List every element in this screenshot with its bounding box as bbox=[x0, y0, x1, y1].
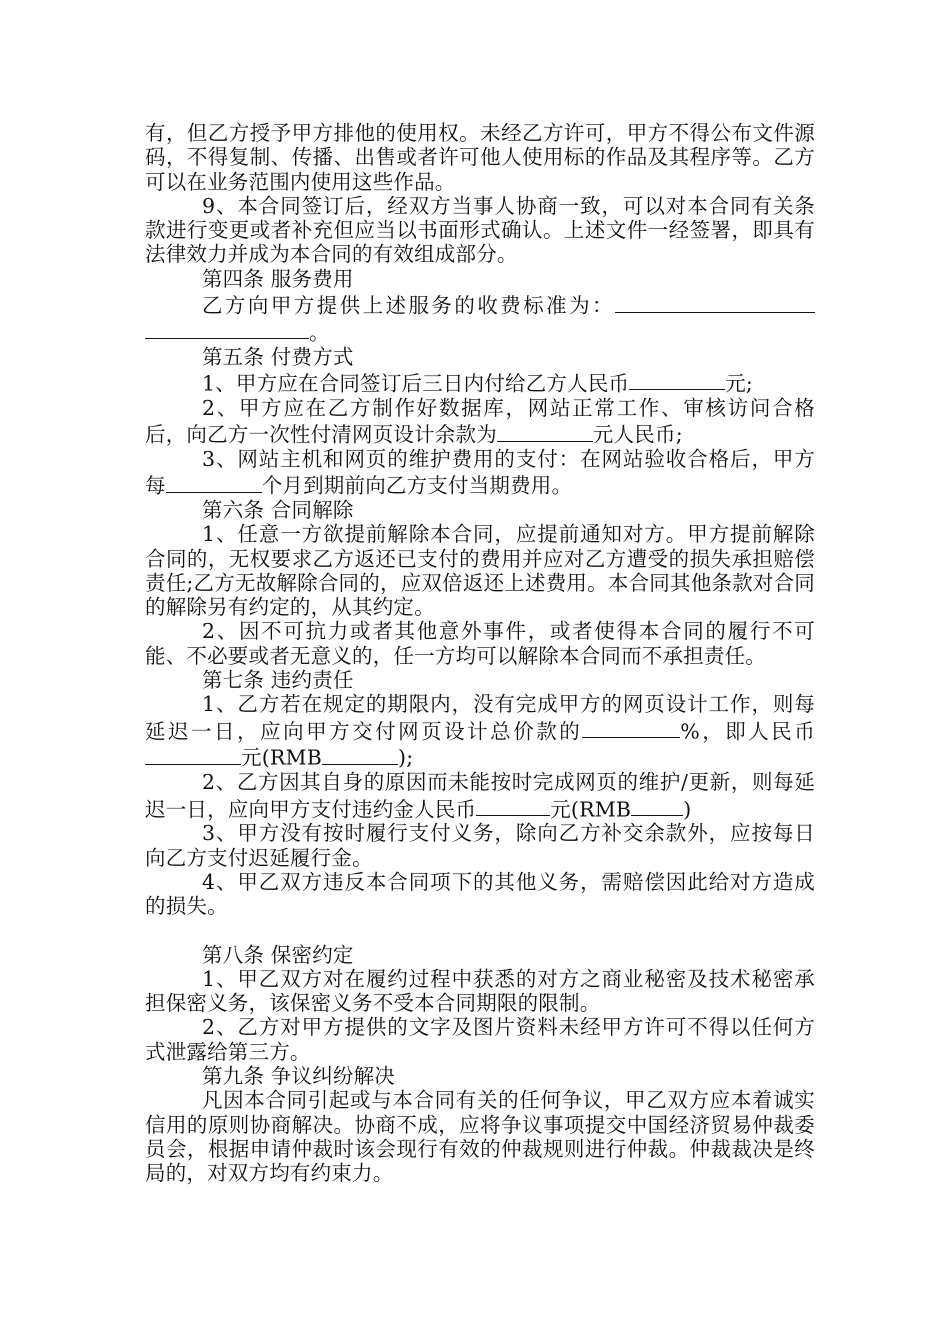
clause-paragraph bbox=[145, 770, 815, 821]
article-heading: 第四条 服务费用 bbox=[201, 266, 354, 291]
article-heading: 第八条 保密约定 bbox=[201, 942, 354, 967]
contract-page bbox=[145, 121, 815, 1185]
article-heading: 第七条 违约责任 bbox=[201, 668, 354, 693]
clause-paragraph bbox=[145, 447, 815, 498]
clause-text: 个月到期前向乙方支付当期费用。 bbox=[261, 473, 573, 498]
article-heading: 第五条 付费方式 bbox=[201, 344, 354, 369]
clause-paragraph: 3、甲方没有按时履行支付义务，除向乙方补交余款外，应按每日向乙方支付迟延履行金。 bbox=[145, 821, 815, 870]
clause-text: 元人民币; bbox=[592, 422, 683, 447]
clause-text: %，即人民币 bbox=[680, 719, 815, 744]
clause-paragraph: 1、甲乙双方对在履约过程中获悉的对方之商业秘密及技术秘密承担保密义务，该保密义务不受本合同期限的限制。 bbox=[145, 966, 815, 1016]
fill-blank bbox=[615, 291, 815, 313]
fill-blank bbox=[631, 795, 683, 817]
fill-blank bbox=[629, 369, 725, 391]
clause-text: ); bbox=[398, 745, 414, 770]
clause-paragraph bbox=[145, 291, 815, 345]
clause-text: 1、甲方应在合同签订后三日内付给乙方人民币 bbox=[201, 371, 630, 396]
clause-paragraph: 有，但乙方授予甲方排他的使用权。未经乙方许可，甲方不得公布文件源码，不得复制、传播、出售或者许可他人使用标的作品及其程序等。乙方可以在业务范围内使用这些作品。 bbox=[145, 121, 815, 194]
clause-text: 3、网站主机和网页的维护费用的支付：在网站验收合格后，甲方每 bbox=[145, 446, 815, 498]
clause-paragraph: 1、任意一方欲提前解除本合同，应提前通知对方。甲方提前解除合同的，无权要求乙方返还已支付的费用并应对乙方遭受的损失承担赔偿责任;乙方无故解除合同的，应双倍返还上述费用。本合同其他条款对合同的解除另有约定的，从其约定。 bbox=[145, 522, 815, 620]
fill-blank bbox=[166, 471, 262, 493]
clause-paragraph: 4、甲乙双方违反本合同项下的其他义务，需赔偿因此给对方造成的损失。 bbox=[145, 869, 815, 919]
clause-paragraph bbox=[145, 692, 815, 770]
clause-paragraph: 凡因本合同引起或与本合同有关的任何争议，甲乙双方应本着诚实信用的原则协商解决。协商不成，应将争议事项提交中国经济贸易仲裁委员会，根据申请仲裁时该会现行有效的仲裁规则进行仲裁。仲裁裁决是终局的，对双方均有约束力。 bbox=[145, 1088, 815, 1186]
clause-text: 2、乙方因其自身的原因而未能按时完成网页的维护/更新，则每延迟一日，应向甲方支付违约金人民币 bbox=[145, 770, 815, 822]
clause-paragraph: 9、本合同签订后，经双方当事人协商一致，可以对本合同有关条款进行变更或者补充但应当以书面形式确认。上述文件一经签署，即具有法律效力并成为本合同的有效组成部分。 bbox=[145, 193, 815, 267]
clause-paragraph bbox=[145, 369, 815, 396]
clause-paragraph: 2、乙方对甲方提供的文字及图片资料未经甲方许可不得以任何方式泄露给第三方。 bbox=[145, 1015, 815, 1064]
fill-blank bbox=[145, 318, 309, 340]
clause-paragraph: 2、因不可抗力或者其他意外事件，或者使得本合同的履行不可能、不必要或者无意义的，任一方均可以解除本合同而不承担责任。 bbox=[145, 619, 815, 668]
clause-text: 乙方向甲方提供上述服务的收费标准为： bbox=[201, 293, 615, 318]
clause-text: 2、甲方应在乙方制作好数据库，网站正常工作、审核访问合格后，向乙方一次性付清网页设计余款为 bbox=[145, 395, 815, 447]
fill-blank bbox=[476, 795, 550, 817]
fill-blank bbox=[497, 420, 593, 442]
clause-text: 元(RMB bbox=[241, 745, 322, 770]
fill-blank bbox=[145, 743, 241, 765]
paragraph-spacer bbox=[145, 919, 815, 943]
clause-text: 。 bbox=[309, 320, 330, 345]
article-heading: 第九条 争议纠纷解决 bbox=[201, 1063, 396, 1088]
fill-blank bbox=[582, 717, 680, 739]
fill-blank bbox=[322, 743, 398, 765]
clause-text: 元; bbox=[725, 371, 754, 396]
clause-text: 元(RMB bbox=[550, 797, 632, 822]
clause-text: ) bbox=[683, 797, 692, 822]
clause-paragraph bbox=[145, 396, 815, 447]
clause-text: 1、乙方若在规定的期限内，没有完成甲方的网页设计工作，则每延迟一日，应向甲方交付网页设计总价款的 bbox=[145, 692, 815, 744]
article-heading: 第六条 合同解除 bbox=[201, 497, 354, 522]
